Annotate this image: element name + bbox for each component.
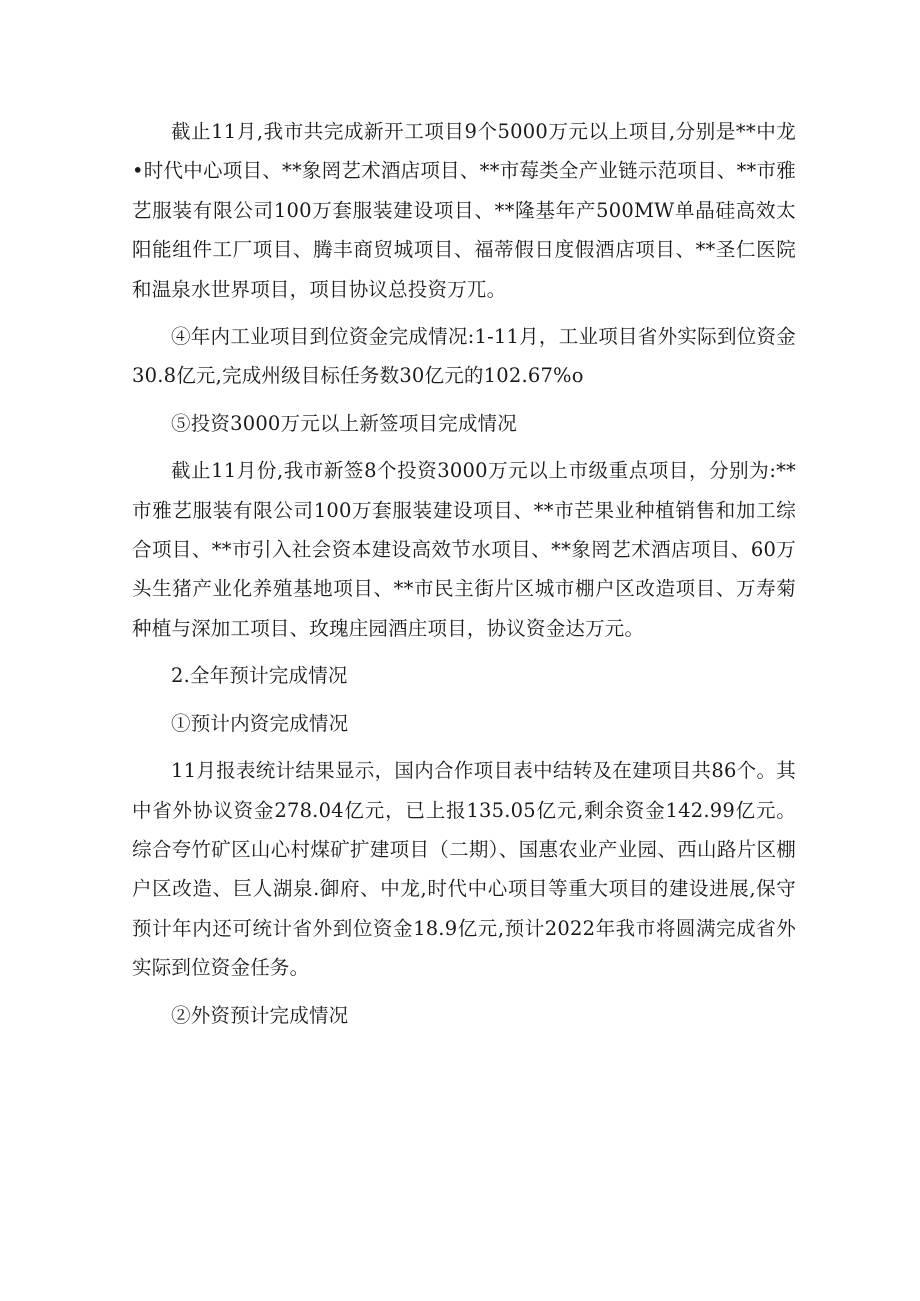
paragraph-spacer	[132, 443, 796, 451]
paragraph-spacer	[132, 696, 796, 704]
heading-foreign-forecast: ②外资预计完成情况	[171, 1003, 349, 1027]
heading-domestic-forecast: ①预计内资完成情况	[171, 711, 349, 735]
paragraph-spacer	[132, 396, 796, 404]
paragraph-spacer	[132, 309, 796, 317]
paragraph-spacer	[132, 988, 796, 996]
paragraph-spacer	[132, 743, 796, 751]
document-body	[132, 112, 796, 1035]
heading-annual-forecast: 2.全年预计完成情况	[171, 664, 348, 688]
paragraph-industrial-funds: ④年内工业项目到位资金完成情况:1-11月，工业项目省外实际到位资金30.8亿元,完成州级目标任务数30亿元的102.67%o	[132, 325, 796, 388]
paragraph-new-projects: 截止11月,我市共完成新开工项目9个5000万元以上项目,分别是**中龙•时代中心项目、**象罔艺术酒店项目、**市莓类全产业链示范项目、**市雅艺服装有限公司100万套服装建设项目、**隆基年产500MW单晶硅高效太阳能组件工厂项目、腾丰商贸城项目、福蒂假日度假酒店项目、**圣仁医院和温泉水世界项目，项目协议总投资万兀。	[132, 120, 796, 301]
paragraph-domestic-forecast: 11月报表统计结果显示，国内合作项目表中结转及在建项目共86个。其中省外协议资金278.04亿元，已上报135.05亿元,剩余资金142.99亿元。综合夸竹矿区山心村煤矿扩建项目（二期）、国惠农业产业园、西山路片区棚户区改造、巨人湖泉.御府、中龙,时代中心项目等重大项目的建设进展,保守预计年内还可统计省外到位资金18.9亿元,预计2022年我市将圆满完成省外实际到位资金任务。	[132, 759, 796, 980]
paragraph-spacer	[132, 648, 796, 656]
paragraph-signed-projects: 截止11月份,我市新签8个投资3000万元以上市级重点项目，分别为:**市雅艺服装有限公司100万套服装建设项目、**市芒果业种植销售和加工综合项目、**市引入社会资本建设高效节水项目、**象罔艺术酒店项目、60万头生猪产业化养殖基地项目、**市民主街片区城市棚户区改造项目、万寿菊种植与深加工项目、玫瑰庄园酒庄项目，协议资金达万元。	[132, 459, 796, 640]
heading-new-signed-projects: ⑤投资3000万元以上新签项目完成情况	[171, 411, 517, 435]
